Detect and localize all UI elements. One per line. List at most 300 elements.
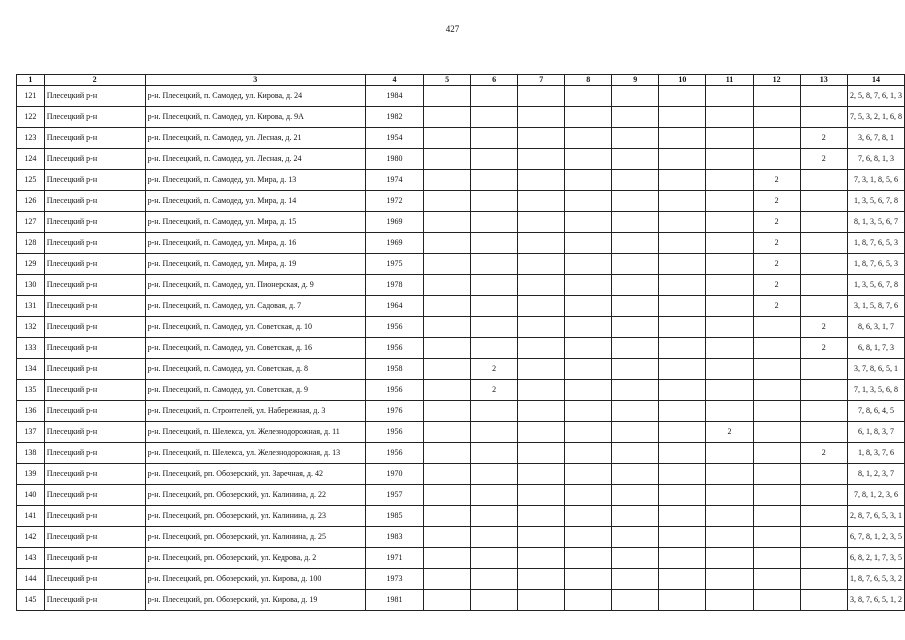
codes-cell: 1, 3, 5, 6, 7, 8 bbox=[847, 275, 904, 296]
col6-cell bbox=[471, 149, 518, 170]
col11-cell bbox=[706, 401, 753, 422]
col9-cell bbox=[612, 107, 659, 128]
address-cell: р-н. Плесецкий, рп. Обозерский, ул. Заречная, д. 42 bbox=[145, 464, 365, 485]
address-cell: р-н. Плесецкий, п. Самодед, ул. Советская, д. 10 bbox=[145, 317, 365, 338]
col9-cell bbox=[612, 191, 659, 212]
col5-cell bbox=[424, 359, 471, 380]
column-header-1: 1 bbox=[17, 75, 45, 86]
col5-cell bbox=[424, 422, 471, 443]
col13-cell bbox=[800, 86, 847, 107]
address-cell: р-н. Плесецкий, п. Самодед, ул. Лесная, д. 24 bbox=[145, 149, 365, 170]
table-row bbox=[17, 401, 905, 422]
column-header-5: 5 bbox=[424, 75, 471, 86]
table-row bbox=[17, 380, 905, 401]
col10-cell bbox=[659, 86, 706, 107]
address-cell: р-н. Плесецкий, рп. Обозерский, ул. Кирова, д. 100 bbox=[145, 569, 365, 590]
col13-cell: 2 bbox=[800, 128, 847, 149]
col9-cell bbox=[612, 401, 659, 422]
col6-cell bbox=[471, 401, 518, 422]
col13-cell: 2 bbox=[800, 443, 847, 464]
col13-cell: 2 bbox=[800, 149, 847, 170]
col9-cell bbox=[612, 233, 659, 254]
col7-cell bbox=[518, 191, 565, 212]
table-row bbox=[17, 443, 905, 464]
district-cell: Плесецкий р-н bbox=[44, 338, 145, 359]
col13-cell bbox=[800, 464, 847, 485]
address-cell: р-н. Плесецкий, п. Самодед, ул. Кирова, д. 9А bbox=[145, 107, 365, 128]
col5-cell bbox=[424, 485, 471, 506]
col8-cell bbox=[565, 527, 612, 548]
table-row bbox=[17, 275, 905, 296]
table-row bbox=[17, 548, 905, 569]
codes-cell: 3, 1, 5, 8, 7, 6 bbox=[847, 296, 904, 317]
col9-cell bbox=[612, 86, 659, 107]
district-cell: Плесецкий р-н bbox=[44, 527, 145, 548]
col6-cell bbox=[471, 527, 518, 548]
table-row bbox=[17, 506, 905, 527]
column-header-12: 12 bbox=[753, 75, 800, 86]
col8-cell bbox=[565, 191, 612, 212]
col10-cell bbox=[659, 149, 706, 170]
district-cell: Плесецкий р-н bbox=[44, 149, 145, 170]
col12-cell bbox=[753, 359, 800, 380]
col10-cell bbox=[659, 464, 706, 485]
column-header-10: 10 bbox=[659, 75, 706, 86]
col7-cell bbox=[518, 443, 565, 464]
col11-cell bbox=[706, 86, 753, 107]
codes-cell: 2, 5, 8, 7, 6, 1, 3 bbox=[847, 86, 904, 107]
col6-cell bbox=[471, 86, 518, 107]
address-cell: р-н. Плесецкий, п. Самодед, ул. Садовая, д. 7 bbox=[145, 296, 365, 317]
col12-cell: 2 bbox=[753, 191, 800, 212]
col6-cell bbox=[471, 422, 518, 443]
col8-cell bbox=[565, 233, 612, 254]
district-cell: Плесецкий р-н bbox=[44, 275, 145, 296]
col6-cell bbox=[471, 569, 518, 590]
codes-cell: 1, 8, 7, 6, 5, 3 bbox=[847, 233, 904, 254]
col13-cell bbox=[800, 254, 847, 275]
col7-cell bbox=[518, 590, 565, 611]
col11-cell bbox=[706, 569, 753, 590]
row-number-cell: 127 bbox=[17, 212, 45, 233]
row-number-cell: 124 bbox=[17, 149, 45, 170]
col5-cell bbox=[424, 464, 471, 485]
address-cell: р-н. Плесецкий, п. Самодед, ул. Мира, д. 13 bbox=[145, 170, 365, 191]
col11-cell bbox=[706, 233, 753, 254]
codes-cell: 8, 6, 3, 1, 7 bbox=[847, 317, 904, 338]
table-row bbox=[17, 191, 905, 212]
col11-cell bbox=[706, 485, 753, 506]
col12-cell: 2 bbox=[753, 170, 800, 191]
col10-cell bbox=[659, 380, 706, 401]
col9-cell bbox=[612, 527, 659, 548]
col10-cell bbox=[659, 170, 706, 191]
district-cell: Плесецкий р-н bbox=[44, 128, 145, 149]
col10-cell bbox=[659, 296, 706, 317]
table-row bbox=[17, 590, 905, 611]
col10-cell bbox=[659, 506, 706, 527]
row-number-cell: 140 bbox=[17, 485, 45, 506]
table-row bbox=[17, 422, 905, 443]
codes-cell: 1, 8, 3, 7, 6 bbox=[847, 443, 904, 464]
column-header-13: 13 bbox=[800, 75, 847, 86]
district-cell: Плесецкий р-н bbox=[44, 212, 145, 233]
year-cell: 1981 bbox=[366, 590, 424, 611]
address-cell: р-н. Плесецкий, п. Шелекса, ул. Железнодорожная, д. 13 bbox=[145, 443, 365, 464]
col10-cell bbox=[659, 548, 706, 569]
year-cell: 1956 bbox=[366, 422, 424, 443]
col7-cell bbox=[518, 548, 565, 569]
col7-cell bbox=[518, 149, 565, 170]
row-number-cell: 141 bbox=[17, 506, 45, 527]
col8-cell bbox=[565, 317, 612, 338]
codes-cell: 6, 7, 8, 1, 2, 3, 5 bbox=[847, 527, 904, 548]
col10-cell bbox=[659, 191, 706, 212]
col11-cell bbox=[706, 443, 753, 464]
year-cell: 1978 bbox=[366, 275, 424, 296]
col12-cell bbox=[753, 86, 800, 107]
col8-cell bbox=[565, 275, 612, 296]
col6-cell bbox=[471, 548, 518, 569]
address-cell: р-н. Плесецкий, п. Самодед, ул. Советская, д. 8 bbox=[145, 359, 365, 380]
col9-cell bbox=[612, 275, 659, 296]
col8-cell bbox=[565, 422, 612, 443]
district-cell: Плесецкий р-н bbox=[44, 254, 145, 275]
col5-cell bbox=[424, 254, 471, 275]
col5-cell bbox=[424, 191, 471, 212]
col12-cell bbox=[753, 443, 800, 464]
row-number-cell: 128 bbox=[17, 233, 45, 254]
address-cell: р-н. Плесецкий, п. Шелекса, ул. Железнодорожная, д. 11 bbox=[145, 422, 365, 443]
col5-cell bbox=[424, 590, 471, 611]
col13-cell bbox=[800, 422, 847, 443]
table-row bbox=[17, 317, 905, 338]
col8-cell bbox=[565, 338, 612, 359]
column-header-2: 2 bbox=[44, 75, 145, 86]
col5-cell bbox=[424, 107, 471, 128]
col13-cell bbox=[800, 296, 847, 317]
year-cell: 1964 bbox=[366, 296, 424, 317]
year-cell: 1970 bbox=[366, 464, 424, 485]
col6-cell bbox=[471, 338, 518, 359]
col10-cell bbox=[659, 485, 706, 506]
col7-cell bbox=[518, 170, 565, 191]
col9-cell bbox=[612, 380, 659, 401]
codes-cell: 1, 8, 7, 6, 5, 3, 2 bbox=[847, 569, 904, 590]
col5-cell bbox=[424, 149, 471, 170]
col8-cell bbox=[565, 464, 612, 485]
address-cell: р-н. Плесецкий, п. Самодед, ул. Мира, д. 19 bbox=[145, 254, 365, 275]
col12-cell bbox=[753, 338, 800, 359]
col13-cell bbox=[800, 107, 847, 128]
col8-cell bbox=[565, 86, 612, 107]
row-number-cell: 143 bbox=[17, 548, 45, 569]
col13-cell: 2 bbox=[800, 338, 847, 359]
table-row bbox=[17, 485, 905, 506]
col11-cell bbox=[706, 527, 753, 548]
codes-cell: 8, 1, 2, 3, 7 bbox=[847, 464, 904, 485]
col10-cell bbox=[659, 107, 706, 128]
col12-cell bbox=[753, 569, 800, 590]
col9-cell bbox=[612, 506, 659, 527]
table-row bbox=[17, 107, 905, 128]
row-number-cell: 142 bbox=[17, 527, 45, 548]
district-cell: Плесецкий р-н bbox=[44, 548, 145, 569]
col12-cell bbox=[753, 107, 800, 128]
col9-cell bbox=[612, 422, 659, 443]
col11-cell bbox=[706, 149, 753, 170]
col8-cell bbox=[565, 296, 612, 317]
district-cell: Плесецкий р-н bbox=[44, 569, 145, 590]
codes-cell: 6, 8, 2, 1, 7, 3, 5 bbox=[847, 548, 904, 569]
col13-cell bbox=[800, 380, 847, 401]
col13-cell bbox=[800, 275, 847, 296]
col13-cell bbox=[800, 170, 847, 191]
col10-cell bbox=[659, 422, 706, 443]
col11-cell bbox=[706, 107, 753, 128]
row-number-cell: 139 bbox=[17, 464, 45, 485]
col8-cell bbox=[565, 569, 612, 590]
col6-cell bbox=[471, 107, 518, 128]
district-cell: Плесецкий р-н bbox=[44, 590, 145, 611]
district-cell: Плесецкий р-н bbox=[44, 443, 145, 464]
col13-cell bbox=[800, 569, 847, 590]
col7-cell bbox=[518, 107, 565, 128]
row-number-cell: 133 bbox=[17, 338, 45, 359]
col9-cell bbox=[612, 443, 659, 464]
col7-cell bbox=[518, 464, 565, 485]
col5-cell bbox=[424, 86, 471, 107]
codes-cell: 7, 5, 3, 2, 1, 6, 8 bbox=[847, 107, 904, 128]
col13-cell bbox=[800, 506, 847, 527]
year-cell: 1969 bbox=[366, 212, 424, 233]
col6-cell bbox=[471, 212, 518, 233]
district-cell: Плесецкий р-н bbox=[44, 422, 145, 443]
col12-cell: 2 bbox=[753, 296, 800, 317]
table-row bbox=[17, 212, 905, 233]
col5-cell bbox=[424, 569, 471, 590]
year-cell: 1956 bbox=[366, 338, 424, 359]
col9-cell bbox=[612, 359, 659, 380]
codes-cell: 7, 3, 1, 8, 5, 6 bbox=[847, 170, 904, 191]
year-cell: 1956 bbox=[366, 380, 424, 401]
year-cell: 1973 bbox=[366, 569, 424, 590]
codes-cell: 7, 8, 1, 2, 3, 6 bbox=[847, 485, 904, 506]
col11-cell bbox=[706, 128, 753, 149]
codes-cell: 2, 8, 7, 6, 5, 3, 1 bbox=[847, 506, 904, 527]
col8-cell bbox=[565, 506, 612, 527]
col7-cell bbox=[518, 254, 565, 275]
row-number-cell: 126 bbox=[17, 191, 45, 212]
col7-cell bbox=[518, 233, 565, 254]
row-number-cell: 137 bbox=[17, 422, 45, 443]
col6-cell bbox=[471, 485, 518, 506]
year-cell: 1958 bbox=[366, 359, 424, 380]
col5-cell bbox=[424, 506, 471, 527]
row-number-cell: 132 bbox=[17, 317, 45, 338]
col8-cell bbox=[565, 380, 612, 401]
year-cell: 1971 bbox=[366, 548, 424, 569]
col6-cell bbox=[471, 128, 518, 149]
col11-cell bbox=[706, 464, 753, 485]
col5-cell bbox=[424, 275, 471, 296]
year-cell: 1983 bbox=[366, 527, 424, 548]
district-cell: Плесецкий р-н bbox=[44, 464, 145, 485]
codes-cell: 6, 1, 8, 3, 7 bbox=[847, 422, 904, 443]
district-cell: Плесецкий р-н bbox=[44, 401, 145, 422]
col10-cell bbox=[659, 254, 706, 275]
col11-cell bbox=[706, 254, 753, 275]
table-body bbox=[17, 86, 905, 611]
row-number-cell: 131 bbox=[17, 296, 45, 317]
col13-cell bbox=[800, 485, 847, 506]
col5-cell bbox=[424, 338, 471, 359]
col13-cell bbox=[800, 191, 847, 212]
col5-cell bbox=[424, 170, 471, 191]
table-header-row bbox=[17, 75, 905, 86]
col5-cell bbox=[424, 443, 471, 464]
address-cell: р-н. Плесецкий, рп. Обозерский, ул. Кирова, д. 19 bbox=[145, 590, 365, 611]
col8-cell bbox=[565, 359, 612, 380]
district-cell: Плесецкий р-н bbox=[44, 86, 145, 107]
col12-cell bbox=[753, 464, 800, 485]
column-header-6: 6 bbox=[471, 75, 518, 86]
col9-cell bbox=[612, 170, 659, 191]
col7-cell bbox=[518, 485, 565, 506]
column-header-3: 3 bbox=[145, 75, 365, 86]
col7-cell bbox=[518, 212, 565, 233]
col12-cell bbox=[753, 149, 800, 170]
col12-cell bbox=[753, 527, 800, 548]
col9-cell bbox=[612, 128, 659, 149]
col7-cell bbox=[518, 275, 565, 296]
col5-cell bbox=[424, 548, 471, 569]
row-number-cell: 130 bbox=[17, 275, 45, 296]
col10-cell bbox=[659, 590, 706, 611]
housing-register-table bbox=[16, 74, 905, 611]
col13-cell bbox=[800, 527, 847, 548]
table-row bbox=[17, 149, 905, 170]
table-row bbox=[17, 338, 905, 359]
column-header-4: 4 bbox=[366, 75, 424, 86]
column-header-14: 14 bbox=[847, 75, 904, 86]
col12-cell bbox=[753, 422, 800, 443]
col10-cell bbox=[659, 359, 706, 380]
table-row bbox=[17, 128, 905, 149]
row-number-cell: 135 bbox=[17, 380, 45, 401]
codes-cell: 7, 6, 8, 1, 3 bbox=[847, 149, 904, 170]
col13-cell: 2 bbox=[800, 317, 847, 338]
col6-cell bbox=[471, 443, 518, 464]
col8-cell bbox=[565, 128, 612, 149]
year-cell: 1956 bbox=[366, 443, 424, 464]
address-cell: р-н. Плесецкий, п. Самодед, ул. Кирова, д. 24 bbox=[145, 86, 365, 107]
col13-cell bbox=[800, 359, 847, 380]
col8-cell bbox=[565, 170, 612, 191]
district-cell: Плесецкий р-н bbox=[44, 359, 145, 380]
col9-cell bbox=[612, 569, 659, 590]
col9-cell bbox=[612, 338, 659, 359]
col7-cell bbox=[518, 359, 565, 380]
col8-cell bbox=[565, 254, 612, 275]
table-row bbox=[17, 527, 905, 548]
address-cell: р-н. Плесецкий, п. Самодед, ул. Лесная, д. 21 bbox=[145, 128, 365, 149]
year-cell: 1985 bbox=[366, 506, 424, 527]
col5-cell bbox=[424, 128, 471, 149]
district-cell: Плесецкий р-н bbox=[44, 296, 145, 317]
col11-cell bbox=[706, 317, 753, 338]
district-cell: Плесецкий р-н bbox=[44, 191, 145, 212]
address-cell: р-н. Плесецкий, п. Самодед, ул. Мира, д. 14 bbox=[145, 191, 365, 212]
table-row bbox=[17, 464, 905, 485]
row-number-cell: 144 bbox=[17, 569, 45, 590]
address-cell: р-н. Плесецкий, п. Самодед, ул. Пионерская, д. 9 bbox=[145, 275, 365, 296]
col10-cell bbox=[659, 527, 706, 548]
col9-cell bbox=[612, 548, 659, 569]
district-cell: Плесецкий р-н bbox=[44, 380, 145, 401]
row-number-cell: 129 bbox=[17, 254, 45, 275]
col12-cell: 2 bbox=[753, 212, 800, 233]
column-header-11: 11 bbox=[706, 75, 753, 86]
district-cell: Плесецкий р-н bbox=[44, 170, 145, 191]
col6-cell bbox=[471, 233, 518, 254]
table-row bbox=[17, 254, 905, 275]
col7-cell bbox=[518, 569, 565, 590]
col13-cell bbox=[800, 233, 847, 254]
col7-cell bbox=[518, 296, 565, 317]
table-row bbox=[17, 86, 905, 107]
col6-cell bbox=[471, 275, 518, 296]
col9-cell bbox=[612, 590, 659, 611]
table-row bbox=[17, 569, 905, 590]
col9-cell bbox=[612, 296, 659, 317]
col11-cell bbox=[706, 296, 753, 317]
col6-cell: 2 bbox=[471, 380, 518, 401]
col5-cell bbox=[424, 401, 471, 422]
col8-cell bbox=[565, 590, 612, 611]
col11-cell bbox=[706, 338, 753, 359]
year-cell: 1984 bbox=[366, 86, 424, 107]
address-cell: р-н. Плесецкий, п. Строителей, ул. Набережная, д. 3 bbox=[145, 401, 365, 422]
district-cell: Плесецкий р-н bbox=[44, 233, 145, 254]
codes-cell: 8, 1, 3, 5, 6, 7 bbox=[847, 212, 904, 233]
row-number-cell: 122 bbox=[17, 107, 45, 128]
col9-cell bbox=[612, 149, 659, 170]
col6-cell bbox=[471, 464, 518, 485]
col11-cell bbox=[706, 380, 753, 401]
col12-cell bbox=[753, 401, 800, 422]
col12-cell bbox=[753, 128, 800, 149]
col10-cell bbox=[659, 275, 706, 296]
codes-cell: 7, 1, 3, 5, 6, 8 bbox=[847, 380, 904, 401]
codes-cell: 3, 6, 7, 8, 1 bbox=[847, 128, 904, 149]
col7-cell bbox=[518, 86, 565, 107]
col5-cell bbox=[424, 296, 471, 317]
col12-cell: 2 bbox=[753, 275, 800, 296]
row-number-cell: 136 bbox=[17, 401, 45, 422]
col10-cell bbox=[659, 212, 706, 233]
col5-cell bbox=[424, 317, 471, 338]
row-number-cell: 134 bbox=[17, 359, 45, 380]
col9-cell bbox=[612, 212, 659, 233]
col8-cell bbox=[565, 149, 612, 170]
col7-cell bbox=[518, 317, 565, 338]
col8-cell bbox=[565, 443, 612, 464]
col7-cell bbox=[518, 128, 565, 149]
col12-cell bbox=[753, 506, 800, 527]
row-number-cell: 121 bbox=[17, 86, 45, 107]
year-cell: 1976 bbox=[366, 401, 424, 422]
